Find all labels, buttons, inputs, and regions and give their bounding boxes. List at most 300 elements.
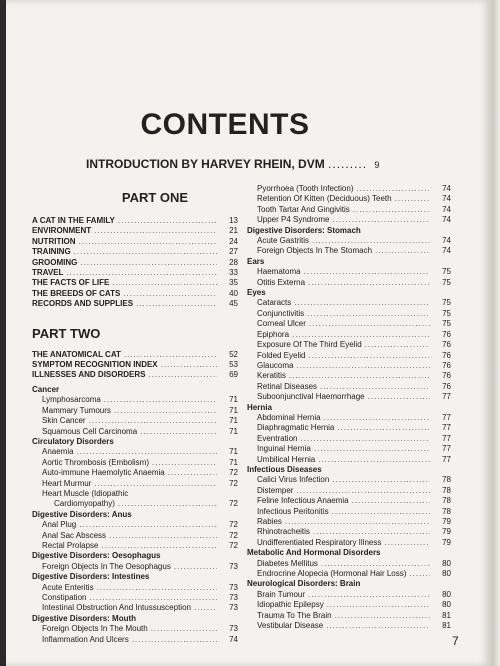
toc-entry-page: 77: [442, 392, 451, 402]
toc-entry-page: 77: [442, 433, 451, 443]
anus-list: [32, 520, 238, 551]
dot-leader: [368, 392, 430, 402]
toc-entry-label: THE BREEDS OF CATS: [32, 288, 121, 298]
toc-entry-label: Foreign Objects In The Stomach: [257, 246, 373, 256]
toc-entry: [32, 427, 238, 437]
toc-entry: [32, 499, 238, 509]
section-heading-hernia: Hernia: [247, 402, 272, 412]
dot-leader: [97, 583, 217, 593]
toc-entry-page: 77: [442, 444, 451, 454]
toc-entry: [247, 215, 451, 225]
toc-entry: [247, 309, 451, 319]
right-column: [247, 184, 451, 631]
dot-leader: [313, 527, 430, 537]
oesophagus-list: [32, 562, 238, 572]
intro-page: 9: [374, 160, 380, 170]
toc-entry: [247, 590, 451, 600]
toc-entry-page: 81: [442, 610, 451, 620]
toc-entry-label: Anal Plug: [42, 520, 77, 530]
toc-entry-label: Retention Of Kitten (Deciduous) Teeth: [257, 194, 392, 204]
section-heading-cancer: Cancer: [32, 384, 60, 394]
toc-entry-label: Trauma To The Brain: [257, 610, 332, 620]
toc-entry: [32, 289, 238, 299]
toc-entry-page: 76: [442, 329, 451, 339]
section-heading-brain: Neurological Disorders: Brain: [247, 579, 361, 589]
section-heading-infectious: Infectious Diseases: [247, 464, 322, 474]
toc-entry-label: Heart Muscle (Idiopathic: [42, 488, 129, 498]
toc-entry-page: 72: [229, 520, 238, 530]
toc-entry-page: 79: [442, 517, 451, 526]
toc-entry-label: TRAINING: [32, 247, 71, 257]
dot-leader: [357, 184, 431, 194]
dot-leader: [318, 455, 430, 465]
toc-entry-page: 78: [442, 496, 451, 506]
toc-entry: [32, 458, 238, 468]
part-one-list: [32, 216, 238, 310]
dot-leader: [89, 593, 217, 603]
toc-entry-page: 75: [442, 319, 451, 329]
dot-leader: [124, 350, 217, 360]
dot-leader: [123, 289, 217, 299]
toc-entry-page: 74: [442, 204, 451, 214]
section-heading-intestines: Digestive Disorders: Intestines: [32, 572, 150, 582]
toc-entry: [247, 496, 451, 506]
toc-entry-label: Eventration: [257, 433, 298, 443]
mouth-list: [32, 624, 238, 645]
dot-leader: [332, 215, 430, 225]
dot-leader: [289, 371, 430, 381]
toc-entry-page: 76: [442, 381, 451, 391]
toc-entry: [32, 299, 238, 309]
dot-leader: [395, 194, 430, 204]
toc-entry-page: 69: [229, 370, 238, 380]
toc-entry-page: 73: [229, 582, 238, 592]
toc-entry-label: Rhinotracheitis: [257, 527, 310, 537]
cancer-list: [32, 395, 238, 437]
dot-leader: [168, 468, 217, 478]
toc-entry: [32, 635, 238, 645]
dot-leader: [94, 479, 217, 489]
ears-list: [247, 267, 451, 288]
toc-entry-label: Foreign Objects In The Oesophagus: [42, 561, 171, 571]
toc-entry: [32, 583, 238, 593]
toc-entry: [247, 444, 451, 454]
toc-entry-label: Anal Sac Abscess: [42, 530, 107, 540]
toc-entry-label: GROOMING: [32, 257, 78, 267]
toc-entry: [247, 423, 451, 433]
toc-entry-page: 73: [229, 561, 238, 571]
toc-entry: [247, 371, 451, 381]
dot-leader: [308, 278, 430, 288]
dot-leader: [375, 246, 430, 256]
toc-entry-page: 74: [442, 236, 451, 246]
toc-entry-page: 71: [229, 405, 238, 415]
dot-leader: [101, 541, 217, 551]
dot-leader: [149, 370, 218, 380]
toc-entry-page: 74: [442, 184, 451, 193]
dot-leader: [384, 538, 430, 548]
toc-entry-label: Undifferentiated Respiratory Illness: [257, 537, 382, 547]
toc-entry-page: 13: [229, 216, 238, 225]
toc-entry: [247, 236, 451, 246]
toc-entry: [247, 569, 451, 579]
dot-leader: [89, 416, 217, 426]
toc-entry-label: Heart Murmur: [42, 478, 92, 488]
hernia-list: [247, 413, 451, 465]
toc-entry-label: Cardiomyopathy): [54, 499, 115, 509]
dot-leader: [161, 360, 217, 370]
toc-entry-label: SYMPTOM RECOGNITION INDEX: [32, 360, 158, 370]
toc-entry-page: 77: [442, 454, 451, 464]
toc-entry-label: Foreign Objects In The Mouth: [42, 624, 148, 634]
toc-entry-label: Retinal Diseases: [257, 381, 318, 391]
toc-entry: [32, 268, 238, 278]
toc-entry-page: 76: [442, 350, 451, 360]
toc-entry-page: 81: [442, 621, 451, 631]
toc-entry-page: 72: [229, 499, 238, 509]
page-title: CONTENTS: [140, 108, 310, 141]
toc-entry-page: 80: [442, 589, 451, 599]
dot-leader: [74, 247, 217, 257]
section-heading-stomach: Digestive Disorders: Stomach: [247, 225, 361, 235]
dot-leader: [327, 600, 430, 610]
toc-entry-label: Exposure Of The Third Eyelid: [257, 340, 362, 350]
toc-entry-page: 71: [229, 395, 238, 405]
toc-entry: [247, 278, 451, 288]
toc-entry: [32, 226, 238, 236]
dot-leader: [337, 423, 430, 433]
toc-entry-label: Rectal Prolapse: [42, 540, 99, 550]
dot-leader: [309, 319, 430, 329]
dot-leader: [308, 590, 430, 600]
toc-entry-page: 27: [229, 247, 238, 257]
toc-entry-label: Constipation: [42, 593, 87, 602]
toc-entry-page: 79: [442, 537, 451, 547]
toc-entry: [247, 184, 451, 194]
toc-entry-label: Skin Cancer: [42, 416, 86, 426]
toc-entry: [247, 205, 451, 215]
toc-entry-page: 75: [442, 308, 451, 318]
dot-leader: [94, 226, 217, 236]
toc-entry: [32, 520, 238, 530]
toc-entry: [32, 416, 238, 426]
dot-leader: [136, 299, 217, 309]
dot-leader: [114, 406, 217, 416]
toc-entry-page: 76: [442, 371, 451, 381]
toc-entry-page: 75: [442, 267, 451, 277]
toc-entry-page: 76: [442, 340, 451, 350]
dot-leader: [118, 216, 217, 226]
toc-entry-page: 80: [442, 600, 451, 610]
dot-leader: [79, 237, 217, 247]
section-heading-anus: Digestive Disorders: Anus: [32, 509, 132, 519]
toc-entry-page: 71: [229, 416, 238, 426]
toc-entry-label: Diabetes Mellitus: [257, 558, 318, 568]
dot-leader: [296, 486, 430, 496]
toc-entry-page: 74: [442, 194, 451, 204]
section-heading-circulatory: Circulatory Disorders: [32, 436, 114, 446]
circulatory-list: [32, 447, 238, 509]
toc-entry-label: Suboonjunctival Haemorrhage: [257, 392, 365, 402]
toc-entry-label: THE ANATOMICAL CAT: [32, 349, 121, 359]
section-heading-oesophagus: Digestive Disorders: Oesophagus: [32, 551, 161, 561]
intro-label: INTRODUCTION BY HARVEY RHEIN, DVM: [86, 157, 325, 171]
toc-entry: [32, 593, 238, 603]
toc-entry: [247, 413, 451, 423]
left-column: [32, 186, 238, 645]
toc-entry: [32, 247, 238, 257]
page-edge: [492, 0, 500, 666]
toc-entry: [247, 475, 451, 485]
dot-leader: [77, 447, 217, 457]
toc-entry: [32, 531, 238, 541]
toc-entry-label: Intestinal Obstruction And Intussusception: [42, 603, 191, 613]
dot-leader: [118, 499, 217, 509]
toc-entry: [247, 330, 451, 340]
intro-entry: [86, 157, 379, 171]
toc-entry-page: 72: [229, 468, 238, 478]
toc-entry-label: Upper P4 Syndrome: [257, 215, 330, 225]
dot-leader: [296, 361, 430, 371]
toc-entry-label: Keratitis: [257, 371, 286, 381]
toc-entry-label: Epiphora: [257, 329, 290, 339]
toc-entry-label: TRAVEL: [32, 268, 64, 278]
toc-entry: [247, 340, 451, 350]
toc-entry: [247, 361, 451, 371]
dot-leader: [307, 309, 430, 319]
stomach-list: [247, 236, 451, 257]
dot-leader: [294, 298, 430, 308]
toc-entry-label: Auto-immune Haemolytic Anaemia: [42, 468, 165, 478]
toc-entry: [32, 360, 238, 370]
toc-entry-page: 24: [229, 236, 238, 246]
toc-entry: [247, 392, 451, 402]
intestines-list: [32, 583, 238, 614]
toc-entry: [247, 455, 451, 465]
toc-entry-label: Infectious Peritonitis: [257, 506, 329, 516]
toc-entry: [32, 395, 238, 405]
toc-entry-label: Cataracts: [257, 298, 292, 308]
toc-entry-label: Corneal Ulcer: [257, 319, 306, 329]
section-heading-metabolic: Metabolic And Hormonal Disorders: [247, 548, 381, 558]
toc-entry-label: Endrocrine Alopecia (Hormonal Hair Loss): [257, 569, 407, 579]
toc-entry: [247, 382, 451, 392]
toc-entry-label: Inflammation And Ulcers: [42, 634, 129, 644]
toc-entry: [247, 559, 451, 569]
toc-entry-label: RECORDS AND SUPPLIES: [32, 299, 134, 309]
part-one-heading: PART ONE: [121, 190, 189, 205]
part-two-heading: PART TWO: [32, 325, 101, 341]
toc-entry-label: Folded Eyelid: [257, 350, 306, 360]
toc-entry-label: Umbilical Hernia: [257, 454, 316, 464]
intro-leader: .........: [328, 157, 368, 171]
toc-entry-page: 77: [442, 423, 451, 433]
toc-entry-label: Acute Enteritis: [42, 582, 94, 592]
toc-entry: [32, 489, 238, 499]
toc-entry: [247, 611, 451, 621]
toc-entry: [247, 527, 451, 537]
dot-leader: [80, 258, 217, 268]
toc-entry-page: 75: [442, 277, 451, 287]
toc-entry-page: 75: [442, 298, 451, 308]
section-heading-eyes: Eyes: [247, 288, 266, 298]
dot-leader: [409, 569, 430, 579]
part-two-major-list: [32, 350, 238, 381]
toc-entry: [32, 370, 238, 380]
dot-leader: [321, 559, 430, 569]
toc-entry-page: 79: [442, 527, 451, 537]
toc-entry-page: 40: [229, 288, 238, 298]
section-heading-mouth: Digestive Disorders: Mouth: [32, 613, 137, 623]
section-heading-ears: Ears: [247, 256, 265, 266]
toc-entry-label: Haematoma: [257, 267, 301, 277]
toc-entry-page: 78: [442, 485, 451, 495]
toc-entry-page: 53: [229, 360, 238, 370]
mouth-cont-list: [247, 184, 451, 226]
toc-entry: [32, 468, 238, 478]
toc-entry-label: Otitis Externa: [257, 277, 306, 287]
dot-leader: [300, 434, 430, 444]
toc-entry-page: 35: [229, 278, 238, 288]
toc-entry-page: 73: [229, 603, 238, 613]
toc-entry-label: ENVIRONMENT: [32, 226, 92, 236]
toc-entry-page: 71: [229, 426, 238, 436]
dot-leader: [312, 236, 430, 246]
toc-entry: [32, 541, 238, 551]
toc-entry-label: Brain Tumour: [257, 589, 306, 599]
dot-leader: [304, 267, 430, 277]
metabolic-list: [247, 559, 451, 580]
toc-entry-label: ILLNESSES AND DISORDERS: [32, 370, 146, 380]
toc-entry-label: A CAT IN THE FAMILY: [32, 216, 115, 225]
dot-leader: [151, 624, 217, 634]
dot-leader: [352, 496, 430, 506]
toc-entry-page: 72: [229, 530, 238, 540]
dot-leader: [174, 562, 217, 572]
toc-entry-page: 80: [442, 558, 451, 568]
toc-entry-page: 72: [229, 478, 238, 488]
toc-entry: [32, 406, 238, 416]
toc-entry-label: Tooth Tartar And Gingivitis: [257, 204, 350, 214]
toc-entry: [247, 600, 451, 610]
toc-entry-page: 78: [442, 506, 451, 516]
dot-leader: [152, 458, 217, 468]
toc-entry-label: Pyorrhoea (Tooth Infection): [257, 184, 354, 193]
dot-leader: [332, 475, 430, 485]
toc-entry-label: THE FACTS OF LIFE: [32, 278, 110, 288]
eyes-list: [247, 298, 451, 402]
dot-leader: [326, 621, 430, 631]
toc-entry-label: Diaphragmatic Hernia: [257, 423, 335, 433]
toc-entry: [32, 258, 238, 268]
toc-entry-page: 78: [442, 475, 451, 485]
dot-leader: [194, 603, 217, 613]
toc-entry: [247, 621, 451, 631]
page-number: 7: [452, 634, 459, 648]
toc-entry-label: Squamous Cell Carcinoma: [42, 426, 138, 436]
toc-entry: [32, 562, 238, 572]
toc-entry-label: Anaemia: [42, 447, 74, 457]
dot-leader: [308, 351, 430, 361]
toc-entry: [247, 246, 451, 256]
toc-entry: [32, 278, 238, 288]
dot-leader: [140, 427, 217, 437]
toc-entry: [32, 216, 238, 226]
dot-leader: [132, 635, 217, 645]
toc-entry-page: 76: [442, 360, 451, 370]
brain-list: [247, 590, 451, 632]
toc-entry-page: 71: [229, 457, 238, 467]
toc-entry: [247, 298, 451, 308]
toc-entry-label: Rabies: [257, 517, 282, 526]
toc-entry: [32, 350, 238, 360]
toc-entry: [247, 267, 451, 277]
toc-entry-page: 80: [442, 569, 451, 579]
toc-entry-label: NUTRITION: [32, 236, 76, 246]
infectious-list: [247, 475, 451, 548]
toc-entry: [247, 434, 451, 444]
toc-entry-label: Inguinal Hernia: [257, 444, 311, 454]
toc-entry-page: 77: [442, 412, 451, 422]
toc-entry-page: 45: [229, 299, 238, 309]
toc-entry: [32, 237, 238, 247]
toc-entry-page: 73: [229, 593, 238, 602]
dot-leader: [79, 520, 217, 530]
dot-leader: [353, 205, 430, 215]
toc-entry-label: Lymphosarcoma: [42, 395, 101, 405]
toc-entry: [32, 447, 238, 457]
toc-entry: [247, 486, 451, 496]
toc-entry-label: Acute Gastritis: [257, 236, 310, 246]
toc-entry: [247, 319, 451, 329]
toc-entry-label: Abdominal Hernia: [257, 412, 321, 422]
toc-entry-page: 28: [229, 257, 238, 267]
toc-entry-label: Aortic Thrombosis (Embolism): [42, 457, 149, 467]
toc-entry: [247, 507, 451, 517]
dot-leader: [109, 531, 217, 541]
toc-entry: [247, 194, 451, 204]
dot-leader: [292, 330, 430, 340]
toc-entry-label: Glaucoma: [257, 360, 294, 370]
toc-entry-label: Conjunctivitis: [257, 308, 305, 318]
toc-entry: [247, 538, 451, 548]
toc-entry-page: 33: [229, 268, 238, 278]
toc-entry-page: 73: [229, 624, 238, 634]
toc-entry-label: Distemper: [257, 485, 294, 495]
dot-leader: [314, 444, 430, 454]
toc-entry-page: 74: [442, 215, 451, 225]
dot-leader: [332, 507, 430, 517]
toc-entry: [247, 351, 451, 361]
dot-leader: [104, 395, 217, 405]
dot-leader: [66, 268, 217, 278]
toc-entry-label: Vestibular Disease: [257, 621, 324, 631]
toc-entry-label: Feline Infectious Anaemia: [257, 496, 349, 506]
toc-entry-label: Idiopathic Epilepsy: [257, 600, 324, 610]
dot-leader: [112, 278, 217, 288]
toc-entry-page: 21: [229, 226, 238, 236]
dot-leader: [320, 382, 430, 392]
toc-entry-page: 52: [229, 349, 238, 359]
toc-entry-page: 74: [442, 246, 451, 256]
dot-leader: [285, 517, 430, 527]
toc-entry: [32, 479, 238, 489]
toc-entry-label: Calici Virus Infection: [257, 475, 330, 485]
dot-leader: [324, 413, 430, 423]
dot-leader: [365, 340, 430, 350]
toc-entry-page: 71: [229, 447, 238, 457]
dot-leader: [335, 611, 430, 621]
